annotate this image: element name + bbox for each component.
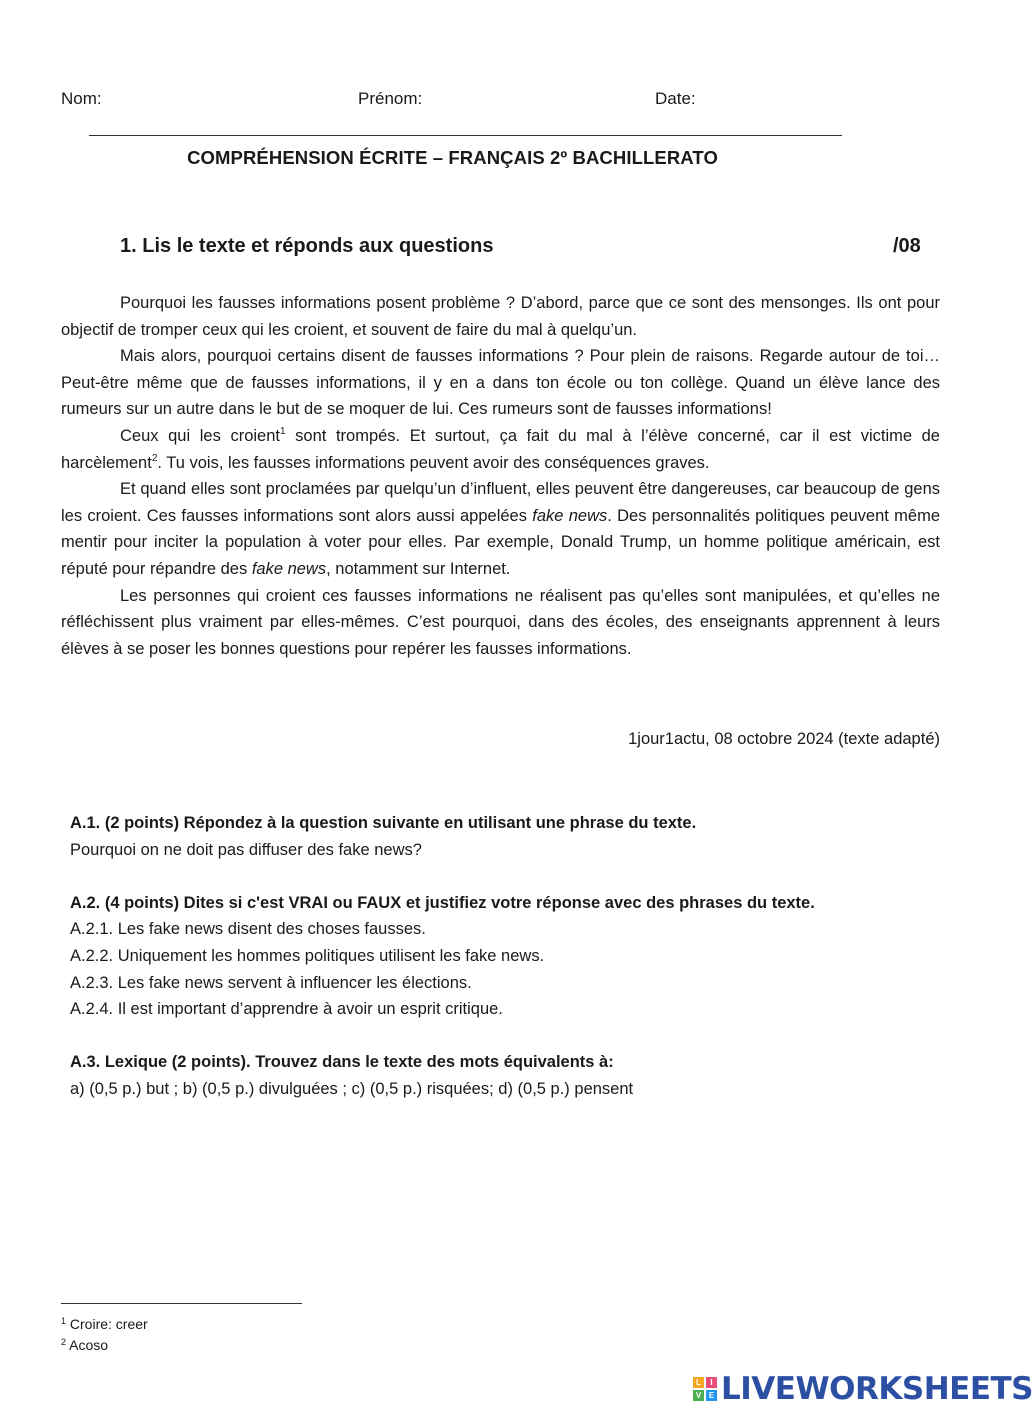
footnotes: [61, 1314, 148, 1355]
question-a3-text: a) (0,5 p.) but ; b) (0,5 p.) divulguées ; c) (0,5 p.) risquées; d) (0,5 p.) pensent: [70, 1079, 634, 1098]
paragraph-4: [61, 476, 940, 582]
section-score: /08: [893, 235, 921, 257]
logo-box: I: [706, 1377, 717, 1388]
page-title: COMPRÉHENSION ÉCRITE – FRANÇAIS 2º BACHILLERATO: [187, 147, 718, 168]
p3-part-b: sont trompés. Et surtout, ça fait du mal à l’élève concerné, car il est victime de harcèlement: [61, 426, 940, 472]
question-a2-title: A.2. (4 points) Dites si c'est VRAI ou FAUX et justifiez votre réponse avec des phrases du texte.: [70, 893, 815, 912]
footnote-number-1: 1: [61, 1316, 67, 1326]
logo-box: V: [693, 1390, 704, 1401]
logo-box: L: [693, 1377, 704, 1388]
paragraph-2: Mais alors, pourquoi certains disent de fausses informations ? Pour plein de raisons. Regarde autour de toi… Peut-être même que de fausses informations, il y en a dans ton école ou ton collège. Quand un élève lance des rumeurs sur un autre dans le but de se moquer de lui. Ces rumeurs sont de fausses informations!: [61, 347, 940, 419]
footnote-number-2: 2: [61, 1336, 67, 1347]
question-a2-item: A.2.1. Les fake news disent des choses fausses.: [70, 920, 426, 939]
footnote-1: [61, 1314, 148, 1335]
question-a2-item: A.2.2. Uniquement les hommes politiques utilisent les fake news.: [70, 946, 545, 965]
section-heading: 1. Lis le texte et réponds aux questions: [120, 235, 494, 257]
logo-icon: [693, 1377, 717, 1401]
logo-box: E: [706, 1390, 717, 1401]
question-a2-item: A.2.3. Les fake news servent à influencer les élections.: [70, 973, 472, 992]
question-a3-title: A.3. Lexique (2 points). Trouvez dans le texte des mots équivalents à:: [70, 1053, 614, 1072]
question-a1-title: A.1. (2 points) Répondez à la question suivante en utilisant une phrase du texte.: [70, 814, 697, 832]
footnote-text-2: Acoso: [66, 1336, 109, 1353]
p4-part-b: . Des personnalités politiques peuvent même mentir pour inciter la population à voter pour elles. Par exemple, Donald Trump, un homme politique américain, est réputé pour répandre des: [61, 506, 940, 578]
footnote-ref-2: 2: [151, 452, 158, 464]
footnote-divider: [61, 1303, 302, 1304]
text-source: 1jour1actu, 08 octobre 2024 (texte adapté): [628, 730, 940, 748]
question-a1-text: Pourquoi on ne doit pas diffuser des fake news?: [70, 840, 422, 859]
footnote-text-1: Croire: creer: [66, 1316, 148, 1332]
nom-label: Nom:: [61, 89, 102, 108]
logo-text: LIVEWORKSHEETS: [721, 1371, 1033, 1407]
p4-part-a: Et quand elles sont proclamées par quelqu’un d’influent, elles peuvent être dangereuses, car beaucoup de gens les croient. Ces fausses informations sont alors aussi appelées: [61, 480, 940, 525]
question-a2-item: A.2.4. Il est important d’apprendre à avoir un esprit critique.: [70, 1000, 503, 1019]
paragraph-3: [61, 423, 940, 476]
questions-block: [70, 810, 950, 1103]
p3-part-a: Ceux qui les croient: [120, 426, 280, 445]
liveworksheets-logo: [693, 1371, 1033, 1407]
spacer: [70, 1023, 950, 1050]
date-label: Date:: [655, 89, 696, 108]
header-divider: [89, 135, 842, 136]
paragraph-1: Pourquoi les fausses informations posent problème ? D’abord, parce que ce sont des mensonges. Ils ont pour objectif de tromper ceux qui les croient, et souvent de faire du mal à quelqu’un.: [61, 294, 940, 339]
prenom-label: Prénom:: [358, 89, 423, 108]
paragraph-5: Les personnes qui croient ces fausses informations ne réalisent pas qu’elles sont manipulées, et qu’elles ne réfléchissent plus vraiment par elles-mêmes. C’est pourquoi, dans des écoles, des enseignants apprennent à leurs élèves à se poser les bonnes questions pour repérer les fausses informations.: [61, 586, 940, 658]
spacer: [70, 863, 950, 890]
p4-part-c: , notamment sur Internet.: [326, 559, 511, 578]
p3-part-c: . Tu vois, les fausses informations peuvent avoir des conséquences graves.: [157, 453, 710, 472]
footnote-2: [61, 1335, 148, 1356]
p4-emphasis-1: fake news: [532, 506, 608, 525]
reading-text: [61, 290, 940, 662]
footnote-ref-1: 1: [279, 425, 286, 437]
p4-emphasis-2: fake news: [251, 559, 327, 578]
